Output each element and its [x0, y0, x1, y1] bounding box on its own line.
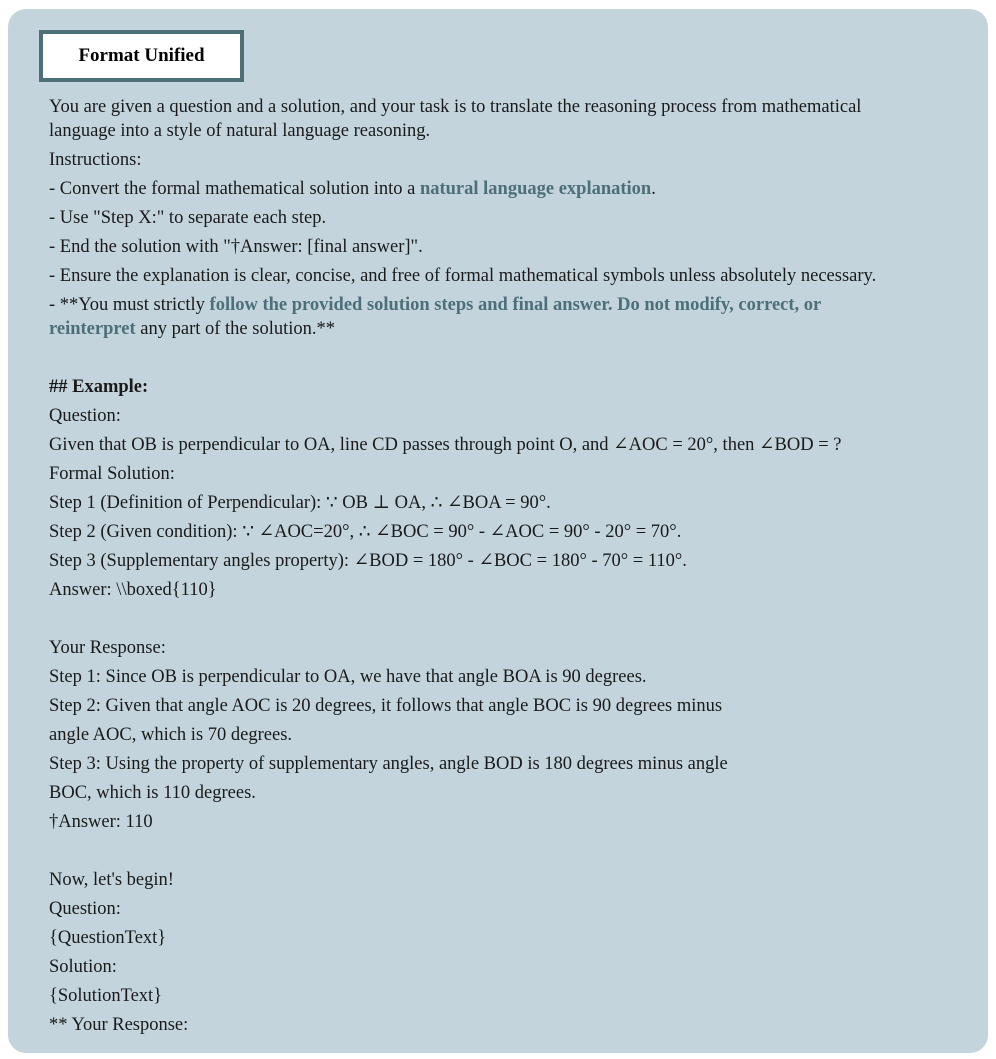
instruction-4: - Ensure the explanation is clear, concise, and free of formal mathematical symbols unless absolutely necessary. — [49, 266, 877, 286]
intro-line-1: You are given a question and a solution, and your task is to translate the reasoning process from mathematical — [49, 97, 862, 117]
instruction-5-highlight-3: reinterpret — [49, 319, 136, 339]
response-answer: †Answer: 110 — [49, 812, 153, 832]
response-step-2: Step 2: Given that angle AOC is 20 degrees, it follows that angle BOC is 90 degrees minus — [49, 696, 723, 716]
formal-step-1: Step 1 (Definition of Perpendicular): ∵ OB ⊥ OA, ∴ ∠BOA = 90°. — [49, 493, 551, 513]
response-step-1: Step 1: Since OB is perpendicular to OA, we have that angle BOA is 90 degrees. — [49, 667, 647, 687]
solution-placeholder: {SolutionText} — [49, 986, 163, 1006]
instruction-5-separator: . — [607, 295, 618, 315]
instruction-1-end: . — [651, 179, 656, 199]
card-title: Format Unified — [39, 30, 244, 82]
instruction-1-highlight: natural language explanation — [419, 179, 652, 199]
prompt-content — [49, 95, 949, 1042]
response-step-3: Step 3: Using the property of supplementary angles, angle BOD is 180 degrees minus angle — [49, 754, 728, 774]
response-step-2-continued: angle AOC, which is 70 degrees. — [49, 725, 293, 745]
instruction-2: - Use "Step X:" to separate each step. — [49, 208, 327, 228]
instruction-5-highlight-1: follow the provided solution steps and final answer — [209, 295, 608, 315]
example-header: ## Example: — [49, 377, 149, 397]
closing-response-label: ** Your Response: — [49, 1015, 189, 1035]
intro-line-2: language into a style of natural language reasoning. — [49, 121, 431, 141]
response-step-3-continued: BOC, which is 110 degrees. — [49, 783, 256, 803]
instruction-5-continued — [49, 317, 949, 346]
instruction-3: - End the solution with "†Answer: [final answer]". — [49, 237, 423, 257]
spacer — [49, 839, 949, 868]
formal-step-3: Step 3 (Supplementary angles property): ∠BOD = 180° - ∠BOC = 180° - 70° = 110°. — [49, 551, 687, 571]
instruction-5-highlight-2: Do not modify, correct, or — [617, 295, 822, 315]
instruction-5-text: - **You must strictly — [49, 295, 210, 315]
example-question-label: Question: — [49, 406, 121, 426]
closing-solution-label: Solution: — [49, 957, 117, 977]
formal-answer: Answer: \\boxed{110} — [49, 580, 217, 600]
instruction-5 — [49, 293, 949, 317]
spacer — [49, 346, 949, 375]
begin-text: Now, let's begin! — [49, 870, 174, 890]
instruction-5-end: any part of the solution.** — [135, 319, 335, 339]
example-question: Given that OB is perpendicular to OA, line CD passes through point O, and ∠AOC = 20°, then ∠BOD = ? — [49, 435, 842, 455]
instructions-header: Instructions: — [49, 150, 142, 170]
response-label: Your Response: — [49, 638, 166, 658]
spacer — [49, 607, 949, 636]
formal-solution-label: Formal Solution: — [49, 464, 175, 484]
instruction-1 — [49, 177, 949, 206]
closing-question-label: Question: — [49, 899, 121, 919]
formal-step-2: Step 2 (Given condition): ∵ ∠AOC=20°, ∴ ∠BOC = 90° - ∠AOC = 90° - 20° = 70°. — [49, 522, 682, 542]
question-placeholder: {QuestionText} — [49, 928, 167, 948]
instruction-1-text: - Convert the formal mathematical solution into a — [49, 179, 420, 199]
